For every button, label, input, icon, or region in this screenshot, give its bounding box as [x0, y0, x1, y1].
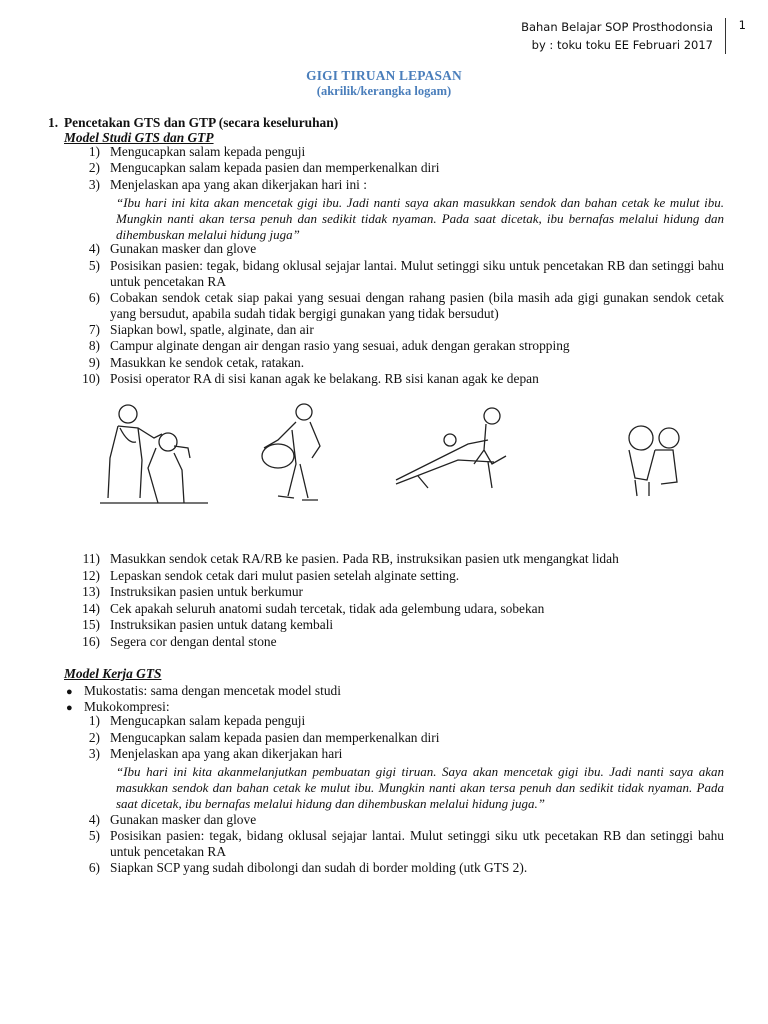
step-number: 15) [82, 617, 100, 632]
figure-operator-front-view [248, 400, 338, 510]
section-2-heading: Model Kerja GTS [64, 666, 162, 681]
step-text: Siapkan SCP yang sudah dibolongi dan sudah di border molding (utk GTS 2). [110, 860, 528, 875]
step-text: Instruksikan pasien untuk berkumur [110, 584, 304, 599]
step-number: 10) [82, 371, 100, 386]
step-text: Siapkan bowl, spatle, alginate, dan air [110, 322, 314, 337]
header-line-1: Bahan Belajar SOP Prosthodonsia [521, 20, 713, 34]
step-number: 8) [88, 338, 100, 353]
step-text: Gunakan masker dan glove [110, 241, 257, 256]
step-number: 5) [88, 258, 100, 273]
quote-instruction-a: “Ibu hari ini kita akan mencetak gigi ibu. Jadi nanti saya akan masukkan sendok dan bahan cetak ke mulut ibu. Mungkin nanti akan tersa penuh dan sedikit tidak nyaman. Pada saat dicetak, ibu bernafas melalui hidung dan dihembuskan melalui hidung juga” [116, 195, 724, 242]
figure-operator-seated-patient [98, 398, 218, 508]
page-header [521, 18, 726, 54]
step-number: 2) [88, 160, 100, 175]
step-text: Mengucapkan salam kepada penguji [110, 713, 306, 728]
section-1-number: 1. [48, 115, 59, 130]
step-number: 3) [88, 177, 100, 192]
bullet-icon: ● [66, 686, 73, 698]
step-text: Segera cor dengan dental stone [110, 634, 277, 649]
step-number: 7) [88, 322, 100, 337]
step-text: Menjelaskan apa yang akan dikerjakan hari [110, 746, 343, 761]
step-number: 2) [88, 730, 100, 745]
step-number: 1) [88, 144, 100, 159]
bullet-mukokompresi: Mukokompresi: [84, 699, 170, 714]
step-number: 16) [82, 634, 100, 649]
figure-reclined-patient [388, 404, 548, 494]
step-number: 13) [82, 584, 100, 599]
bullet-icon: ● [66, 702, 73, 714]
page-number: 1 [738, 18, 746, 32]
step-text: Cobakan sendok cetak siap pakai yang sesuai dengan rahang pasien (bila masih ada gigi gunakan sendok cetak yang bersudut, apabila sudah tidak bergigi gunakan yang tidak bersudut) [110, 290, 724, 321]
step-number: 1) [88, 713, 100, 728]
document-subtitle: (akrilik/kerangka logam) [316, 84, 452, 98]
step-number: 6) [88, 290, 100, 305]
step-text: Posisi operator RA di sisi kanan agak ke belakang. RB sisi kanan agak ke depan [110, 371, 539, 386]
document-title: GIGI TIRUAN LEPASAN [306, 68, 462, 83]
step-number: 4) [88, 241, 100, 256]
step-text: Masukkan ke sendok cetak, ratakan. [110, 355, 305, 370]
step-text: Masukkan sendok cetak RA/RB ke pasien. Pada RB, instruksikan pasien utk mengangkat lidah [110, 551, 619, 566]
step-text: Posisikan pasien: tegak, bidang oklusal sejajar lantai. Mulut setinggi siku untuk pencetakan RB dan setinggi bahu untuk pencetakan RA [110, 258, 724, 289]
step-number: 3) [88, 746, 100, 761]
bullet-mukostatis: Mukostatis: sama dengan mencetak model studi [84, 683, 341, 698]
step-text: Posisikan pasien: tegak, bidang oklusal sejajar lantai. Mulut setinggi siku utk pecetakan RB dan setinggi bahu untuk pencetakan RA [110, 828, 724, 859]
section-1-subheading: Model Studi GTS dan GTP [64, 130, 214, 145]
section-1-heading: Pencetakan GTS dan GTP (secara keseluruhan) [64, 115, 339, 130]
step-text: Mengucapkan salam kepada penguji [110, 144, 306, 159]
step-number: 11) [82, 551, 100, 566]
step-text: Instruksikan pasien untuk datang kembali [110, 617, 334, 632]
step-text: Lepaskan sendok cetak dari mulut pasien setelah alginate setting. [110, 568, 460, 583]
step-text: Gunakan masker dan glove [110, 812, 257, 827]
step-text: Menjelaskan apa yang akan dikerjakan hari ini : [110, 177, 367, 192]
step-text: Mengucapkan salam kepada pasien dan memperkenalkan diri [110, 160, 440, 175]
step-number: 4) [88, 812, 100, 827]
step-text: Campur alginate dengan air dengan rasio yang sesuai, aduk dengan gerakan stropping [110, 338, 570, 353]
step-number: 12) [82, 568, 100, 583]
step-number: 5) [88, 828, 100, 843]
step-number: 9) [88, 355, 100, 370]
step-number: 14) [82, 601, 100, 616]
step-text: Cek apakah seluruh anatomi sudah tercetak, tidak ada gelembung udara, sobekan [110, 601, 545, 616]
quote-instruction-d: “Ibu hari ini kita akanmelanjutkan pembuatan gigi tiruan. Saya akan mencetak gigi ibu. Jadi nanti saya akan masukkan sendok dan bahan cetak ke mulut ibu. Mungkin nanti akan tersa penuh dan sedikit tidak nyaman. Pada saat dicetak, ibu bernafas melalui hidung dan dihembuskan melalui hidung juga.” [116, 764, 724, 811]
header-line-2: by : toku toku EE Februari 2017 [531, 38, 713, 52]
step-number: 6) [88, 860, 100, 875]
figure-top-view [615, 420, 695, 500]
step-text: Mengucapkan salam kepada pasien dan memperkenalkan diri [110, 730, 440, 745]
